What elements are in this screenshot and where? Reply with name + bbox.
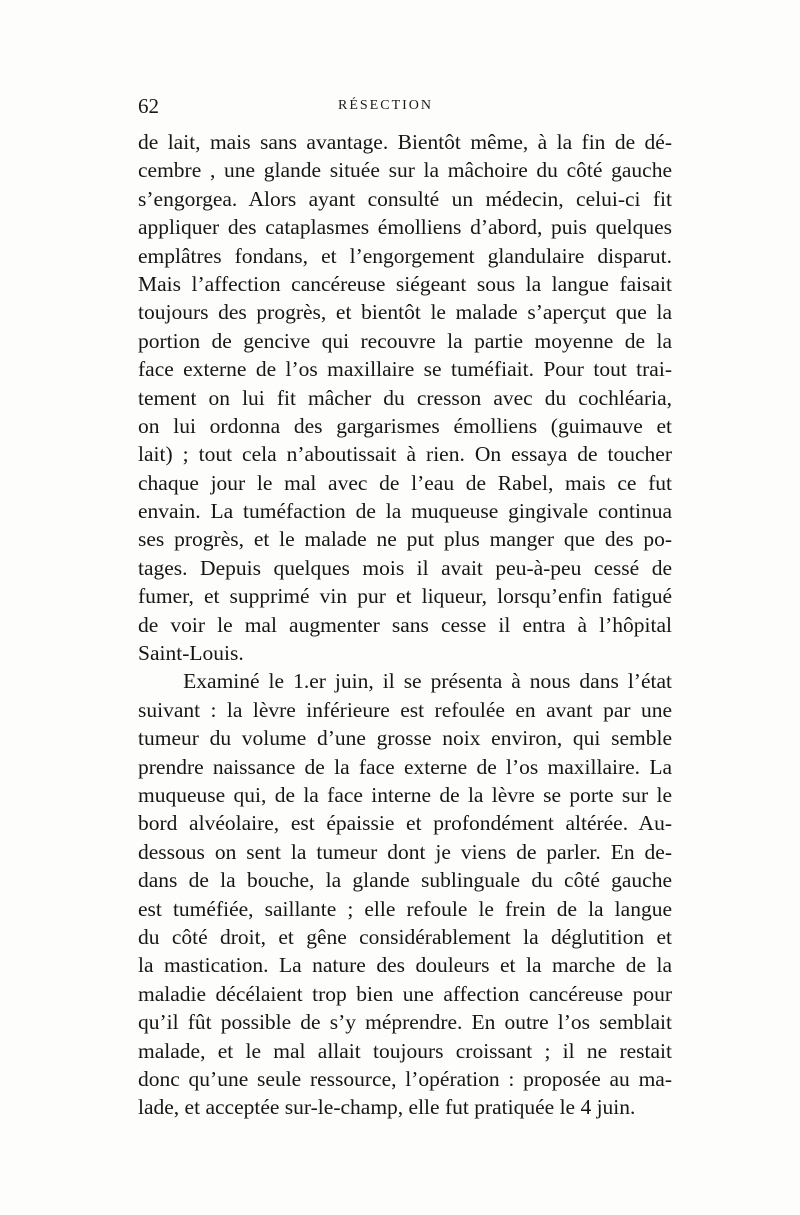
text-line: lait) ; tout cela n’aboutissait à rien. On essaya de toucher <box>138 442 672 467</box>
text-line: suivant : la lèvre inférieure est refoulée en avant par une <box>138 697 672 722</box>
text-line: prendre naissance de la face externe de l’os maxillaire. La <box>138 754 672 779</box>
text-line: malade, et le mal allait toujours croissant ; il ne restait <box>138 1038 672 1063</box>
text-line: tumeur du volume d’une grosse noix environ, qui semble <box>138 726 672 751</box>
page-number: 62 <box>138 94 159 118</box>
page-header <box>138 94 672 124</box>
text-line: s’engorgea. Alors ayant consulté un médecin, celui-ci fit <box>138 186 672 211</box>
text-line: bord alvéolaire, est épaissie et profondément altérée. Au- <box>138 811 672 836</box>
text-line: du côté droit, et gêne considérablement la déglutition et <box>138 924 672 949</box>
text-line: toujours des progrès, et bientôt le malade s’aperçut que la <box>138 300 672 325</box>
text-line: tement on lui fit mâcher du cresson avec du cochléaria, <box>138 385 672 410</box>
text-line: appliquer des cataplasmes émolliens d’abord, puis quelques <box>138 215 672 240</box>
text-line: muqueuse qui, de la face interne de la lèvre se porte sur le <box>138 782 672 807</box>
body-text <box>138 128 672 1122</box>
text-line: dans de la bouche, la glande sublinguale du côté gauche <box>138 868 672 893</box>
text-line: face externe de l’os maxillaire se tuméfiait. Pour tout trai- <box>138 357 672 382</box>
text-line: emplâtres fondans, et l’engorgement glandulaire disparut. <box>138 243 672 268</box>
text-line: est tuméfiée, saillante ; elle refoule le frein de la langue <box>138 896 672 921</box>
text-line: maladie décélaient trop bien une affection cancéreuse pour <box>138 981 672 1006</box>
text-line: Saint-Louis. <box>138 641 244 666</box>
text-line: cembre , une glande située sur la mâchoire du côté gauche <box>138 158 672 183</box>
text-line: portion de gencive qui recouvre la partie moyenne de la <box>138 328 672 353</box>
paragraph-start-line: Examiné le 1.er juin, il se présenta à nous dans l’état <box>183 669 672 694</box>
text-line: de lait, mais sans avantage. Bientôt même, à la fin de dé- <box>138 130 672 154</box>
text-line: Mais l’affection cancéreuse siégeant sous la langue faisait <box>138 271 672 296</box>
text-line: donc qu’une seule ressource, l’opération : proposée au ma- <box>138 1066 672 1091</box>
text-line: fumer, et supprimé vin pur et liqueur, lorsqu’enfin fatigué <box>138 584 672 609</box>
text-line: tages. Depuis quelques mois il avait peu-à-peu cessé de <box>138 555 672 580</box>
text-line: dessous on sent la tumeur dont je viens de parler. En de- <box>138 839 672 864</box>
text-line: lade, et acceptée sur-le-champ, elle fut pratiquée le 4 juin. <box>138 1095 636 1120</box>
text-line: envain. La tuméfaction de la muqueuse gingivale continua <box>138 499 672 524</box>
text-line: chaque jour le mal avec de l’eau de Rabel, mais ce fut <box>138 470 672 495</box>
text-line: la mastication. La nature des douleurs et la marche de la <box>138 953 672 978</box>
text-line: on lui ordonna des gargarismes émolliens (guimauve et <box>138 413 672 438</box>
text-line: ses progrès, et le malade ne put plus manger que des po- <box>138 527 672 552</box>
text-line: de voir le mal augmenter sans cesse il entra à l’hôpital <box>138 612 672 637</box>
text-line: qu’il fût possible de s’y méprendre. En outre l’os semblait <box>138 1010 672 1035</box>
running-head: RÉSECTION <box>338 98 433 113</box>
